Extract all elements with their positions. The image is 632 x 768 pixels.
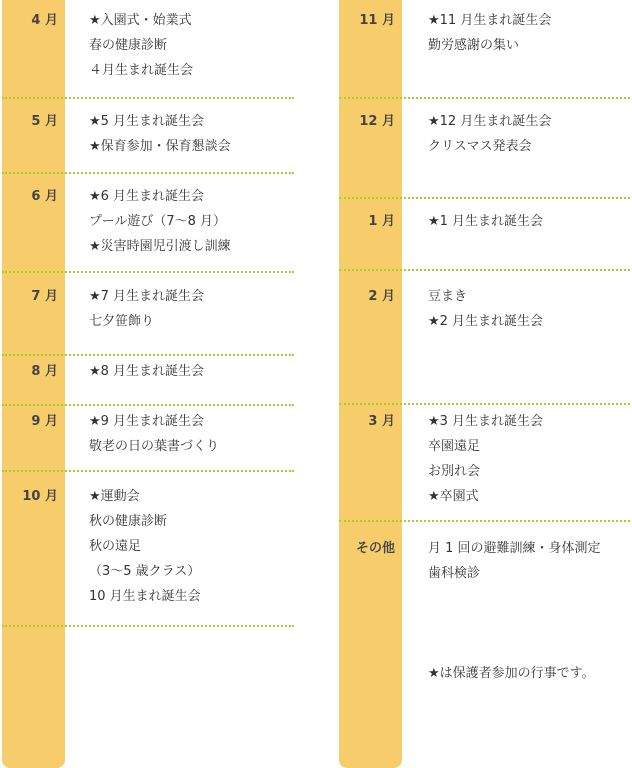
event-item: ★卒園式: [428, 489, 479, 504]
month-label: 6 月: [31, 189, 58, 204]
event-item: ★12 月生まれ誕生会: [428, 114, 552, 129]
event-list: [89, 8, 193, 83]
event-list: [89, 484, 201, 609]
event-item: （3〜5 歳クラス）: [89, 564, 201, 579]
event-list: [89, 109, 231, 159]
event-item: ★6 月生まれ誕生会: [89, 189, 205, 204]
event-item: プール遊び（7〜8 月）: [89, 214, 227, 229]
event-item: 10 月生まれ誕生会: [89, 589, 201, 604]
event-list: [89, 284, 204, 334]
month-label: 12 月: [359, 114, 395, 129]
event-item: ★2 月生まれ誕生会: [428, 314, 544, 329]
row-separator: [339, 97, 630, 99]
month-label: 5 月: [31, 114, 58, 129]
event-list: [428, 284, 543, 334]
row-separator: [2, 625, 294, 627]
event-item: ★1 月生まれ誕生会: [428, 214, 544, 229]
month-label: 1 月: [368, 214, 395, 229]
event-item: ★8 月生まれ誕生会: [89, 364, 205, 379]
row-separator: [339, 403, 630, 405]
event-item: 敬老の日の葉書づくり: [89, 439, 220, 454]
event-item: ★11 月生まれ誕生会: [428, 13, 552, 28]
month-label: その他: [355, 541, 395, 556]
row-separator: [339, 269, 630, 271]
event-item: 豆まき: [428, 289, 468, 304]
event-item: ★保育参加・保育懇談会: [89, 139, 231, 154]
event-list: [428, 109, 551, 159]
event-item: ★9 月生まれ誕生会: [89, 414, 205, 429]
event-item: ★5 月生まれ誕生会: [89, 114, 205, 129]
month-label: 3 月: [368, 414, 395, 429]
month-label: 9 月: [31, 414, 58, 429]
month-label: 8 月: [31, 364, 58, 379]
event-item: 秋の健康診断: [89, 514, 168, 529]
event-item: 歯科検診: [428, 566, 481, 581]
event-list: [428, 409, 543, 509]
event-list: [89, 409, 219, 459]
event-list: [428, 209, 543, 234]
row-separator: [339, 520, 630, 522]
month-label: 7 月: [31, 289, 58, 304]
event-item: ★災害時園児引渡し訓練: [89, 239, 231, 254]
event-item: 勤労感謝の集い: [428, 38, 520, 53]
row-separator: [2, 172, 294, 174]
event-item: お別れ会: [428, 464, 481, 479]
event-item: 春の健康診断: [89, 38, 168, 53]
event-item: ★3 月生まれ誕生会: [428, 414, 544, 429]
event-list: [428, 8, 551, 58]
event-list: [89, 184, 231, 259]
month-label: 10 月: [22, 489, 58, 504]
event-item: 月 1 回の避難訓練・身体測定: [428, 541, 601, 556]
event-item: ４月生まれ誕生会: [89, 63, 194, 78]
row-separator: [2, 97, 294, 99]
month-label: 11 月: [359, 13, 395, 28]
month-label: 2 月: [368, 289, 395, 304]
row-separator: [2, 271, 294, 273]
event-item: ★入園式・始業式: [89, 13, 192, 28]
event-list: [428, 536, 601, 586]
row-separator: [2, 404, 294, 406]
event-item: ★7 月生まれ誕生会: [89, 289, 205, 304]
event-item: ★運動会: [89, 489, 140, 504]
row-separator: [2, 470, 294, 472]
event-item: 七夕笹飾り: [89, 314, 155, 329]
event-item: 秋の遠足: [89, 539, 142, 554]
month-label: 4 月: [31, 13, 58, 28]
event-list: [89, 359, 204, 384]
event-item: 卒園遠足: [428, 439, 481, 454]
footnote: ★は保護者参加の行事です。: [428, 666, 595, 681]
event-item: クリスマス発表会: [428, 139, 532, 154]
row-separator: [2, 354, 294, 356]
row-separator: [339, 197, 630, 199]
